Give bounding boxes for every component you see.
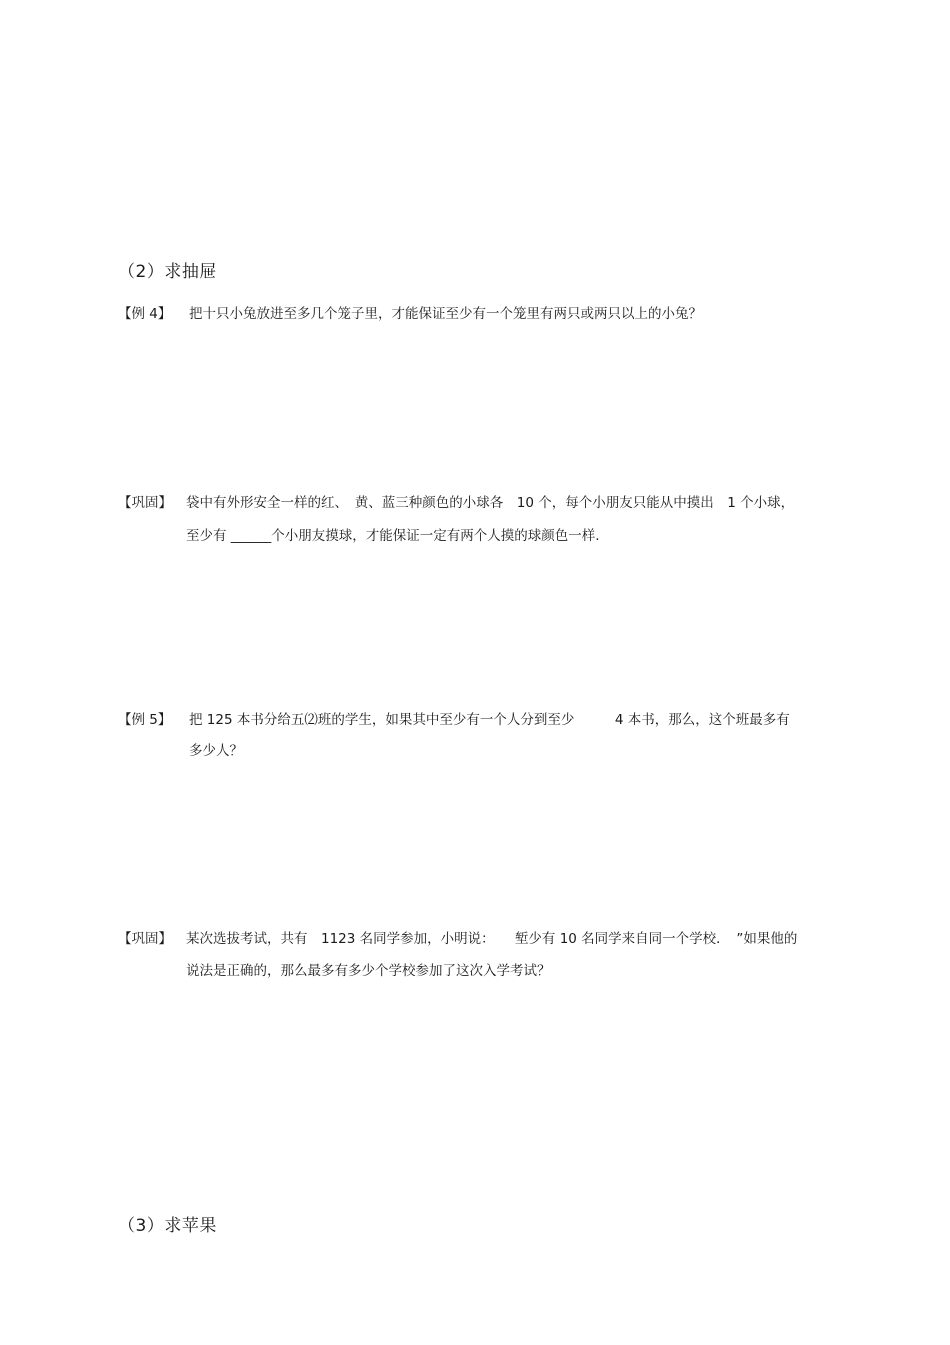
- example-4-line-1: 把十只小兔放进至多几个笼子里，才能保证至少有一个笼里有两只或两只以上的小兔？: [189, 306, 702, 322]
- example-4-tag: 【例 4】: [118, 306, 172, 322]
- practice-2-tag: 【巩固】: [118, 931, 172, 947]
- practice-1-line-1: 袋中有外形安全一样的红、 黄、蓝三种颜色的小球各 10 个，每个小朋友只能从中摸出 1 个小球，: [186, 495, 795, 511]
- section-heading-2: （2）求抽屉: [118, 262, 217, 282]
- example-5-tag: 【例 5】: [118, 712, 172, 728]
- practice-1-tag: 【巩固】: [118, 495, 172, 511]
- practice-2-line-2: 说法是正确的，那么最多有多少个学校参加了这次入学考试？: [186, 963, 551, 979]
- practice-1-line-2: 至少有 ______个小朋友摸球，才能保证一定有两个人摸的球颜色一样.: [186, 528, 600, 544]
- section-heading-3: （3）求苹果: [118, 1216, 217, 1236]
- practice-2-line-1: 某次选拔考试，共有 1123 名同学参加，小明说： 堑少有 10 名同学来自同一个学校． ”如果他的: [186, 931, 798, 947]
- example-5-line-1: 把 125 本书分给五⑵班的学生，如果其中至少有一个人分到至少 4 本书，那么，这个班最多有: [189, 712, 790, 728]
- example-5-line-2: 多少人？: [189, 743, 243, 759]
